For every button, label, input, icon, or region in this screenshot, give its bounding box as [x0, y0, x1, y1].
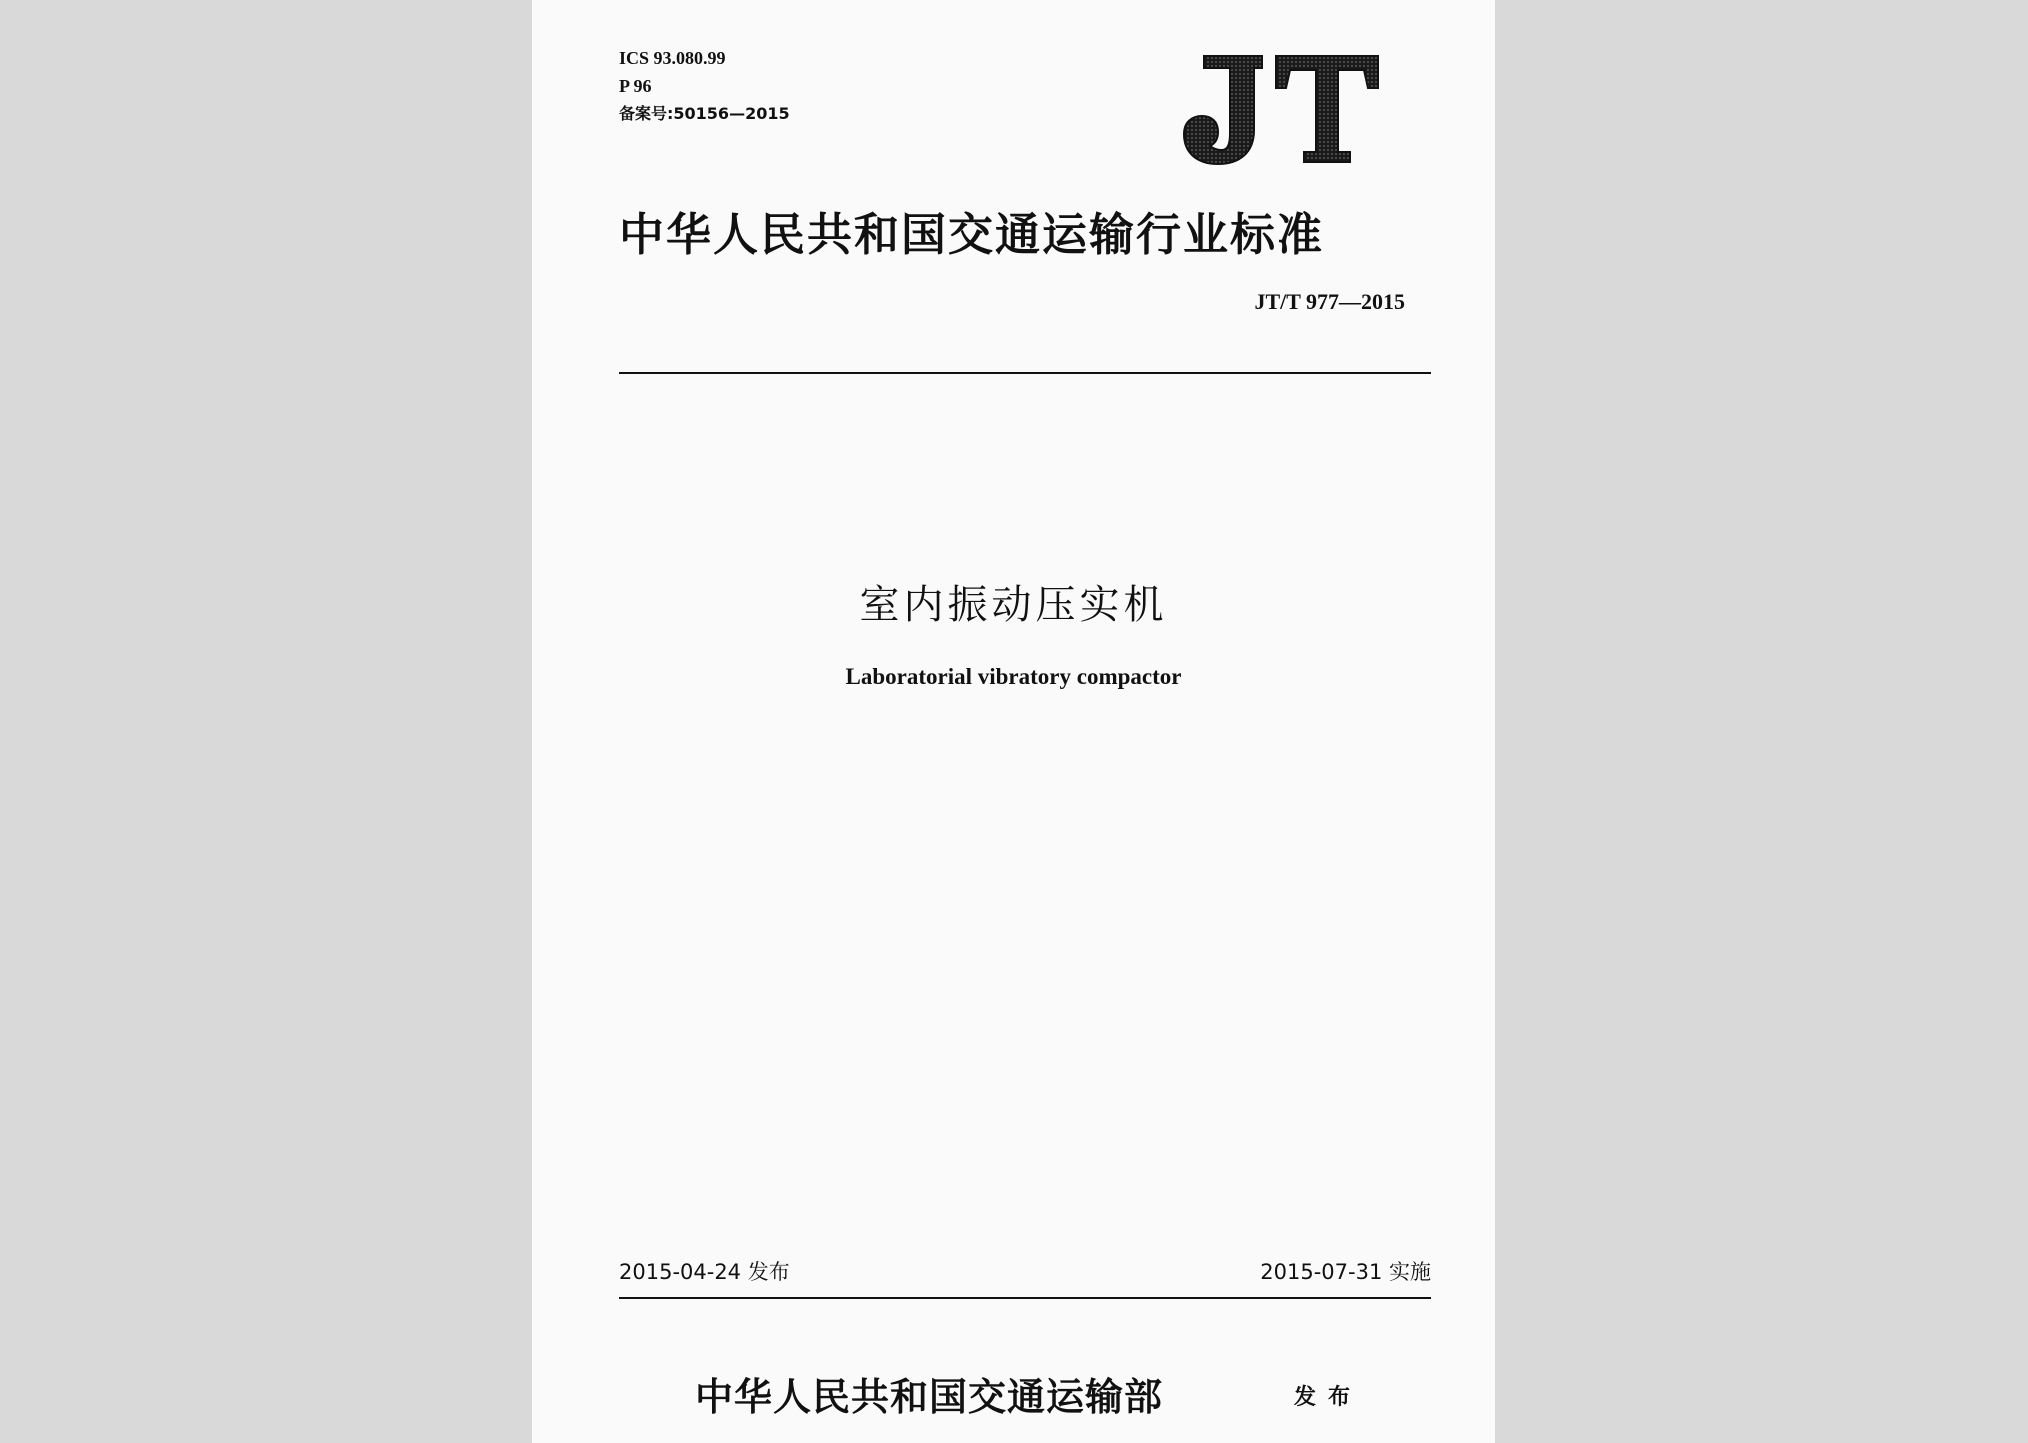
classification-block [619, 44, 790, 128]
bottom-divider [619, 1297, 1431, 1299]
jt-logo [1182, 52, 1382, 167]
filing-number: 备案号:50156—2015 [619, 104, 790, 123]
standard-number: JT/T 977—2015 [1254, 289, 1405, 314]
title-chinese: 室内振动压实机 [859, 582, 1168, 628]
logo-letter-j [1184, 56, 1262, 164]
standard-category: 中华人民共和国交通运输行业标准 [619, 208, 1325, 261]
title-english: Laboratorial vibratory compactor [845, 664, 1182, 689]
ics-code: ICS 93.080.99 [619, 48, 726, 68]
publish-label: 发布 [1294, 1385, 1363, 1410]
implementation-date: 2015-07-31 实施 [1260, 1260, 1431, 1284]
top-divider [619, 372, 1431, 374]
logo-letter-t [1276, 56, 1378, 162]
ccs-code: P 96 [619, 76, 652, 96]
publisher-name: 中华人民共和国交通运输部 [695, 1374, 1164, 1419]
document-cover [532, 0, 1495, 1443]
issue-date: 2015-04-24 发布 [619, 1260, 790, 1284]
